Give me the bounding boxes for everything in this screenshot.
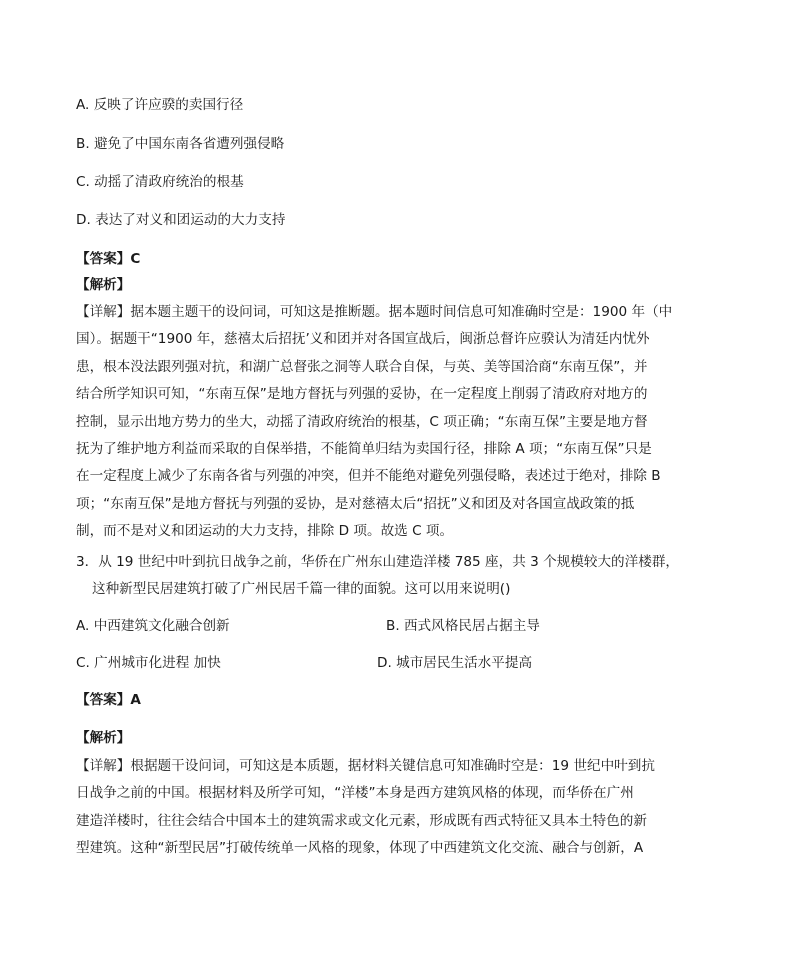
- q2-detail-line: 制，而不是对义和团运动的大力支持，排除 D 项。故选 C 项。: [76, 523, 454, 540]
- q2-option-b: B. 避免了中国东南各省遭列强侵略: [76, 136, 285, 152]
- q3-detail-line: 型建筑。这种“新型民居”打破传统单一风格的现象，体现了中西建筑文化交流、融合与创新，A: [76, 840, 644, 857]
- q3-option-d: D. 城市居民生活水平提高: [377, 655, 533, 671]
- q3-answer: [76, 690, 141, 710]
- q2-answer-value: C: [130, 251, 141, 267]
- q3-answer-label: 【答案】: [76, 692, 131, 708]
- q3-option-b: B. 西式风格民居占据主导: [386, 618, 540, 634]
- q2-detail-line: 控制，显示出地方势力的坐大，动摇了清政府统治的根基，C 项正确；“东南互保”主要是地方督: [76, 413, 648, 430]
- q2-detail-line: 【详解】据本题主题干的设问词，可知这是推断题。据本题时间信息可知准确时空是：1900 年（中: [76, 304, 673, 320]
- q2-detail-line: 患，根本没法跟列强对抗，和湖广总督张之洞等人联合自保，与英、美等国洽商“东南互保”，并: [76, 358, 648, 375]
- q2-option-c: C. 动摇了清政府统治的根基: [76, 174, 244, 190]
- q2-detail-line: 项；“东南互保”是地方督抚与列强的妥协，是对慈禧太后“招抚”义和团及对各国宣战政策的抵: [76, 495, 635, 512]
- q2-detail-line: 国）。据题干“1900 年，慈禧太后招抚’义和团并对各国宣战后，闽浙总督许应骙认为清廷内忧外: [76, 331, 650, 348]
- q3-analysis-label: 【解析】: [76, 730, 131, 746]
- q3-answer-value: A: [130, 692, 141, 708]
- q2-answer: [76, 249, 140, 269]
- q2-detail-line: 结合所学知识可知，“东南互保”是地方督抚与列强的妥协，在一定程度上削弱了清政府对地方的: [76, 386, 648, 403]
- q3-detail-line: 【详解】根据题干设问词，可知这是本质题，据材料关键信息可知准确时空是：19 世纪中叶到抗: [76, 758, 655, 774]
- q2-answer-label: 【答案】: [76, 251, 131, 267]
- q3-detail-paragraph: [76, 753, 684, 863]
- q3-option-a: A. 中西建筑文化融合创新: [76, 618, 230, 634]
- q2-analysis-label: 【解析】: [76, 277, 131, 293]
- q2-option-a: A. 反映了许应骙的卖国行径: [76, 97, 244, 113]
- q2-detail-line: 在一定程度上减少了东南各省与列强的冲突，但并不能绝对避免列强侵略，表述过于绝对，排除 B: [76, 468, 661, 485]
- q3-option-c: C. 广州城市化进程 加快: [76, 655, 221, 671]
- q2-option-d: D. 表达了对义和团运动的大力支持: [76, 212, 286, 228]
- q3-stem-line-1: 3．从 19 世纪中叶到抗日战争之前，华侨在广州东山建造洋楼 785 座，共 3 个规模较大的洋楼群，: [76, 554, 680, 570]
- q2-detail-line: 抚为了维护地方利益而采取的自保举措，不能简单归结为卖国行径，排除 A 项；“东南互保”只是: [76, 441, 652, 458]
- q3-detail-line: 建造洋楼时，往往会结合中国本土的建筑需求或文化元素，形成既有西式特征又具本土特色的新: [76, 812, 647, 829]
- q3-detail-line: 日战争之前的中国。根据材料及所学可知，“洋楼”本身是西方建筑风格的体现，而华侨在广州: [76, 785, 634, 802]
- q3-stem-line-2: 这种新型民居建筑打破了广州民居千篇一律的面貌。这可以用来说明(): [92, 581, 511, 597]
- q2-detail-paragraph: [76, 299, 684, 546]
